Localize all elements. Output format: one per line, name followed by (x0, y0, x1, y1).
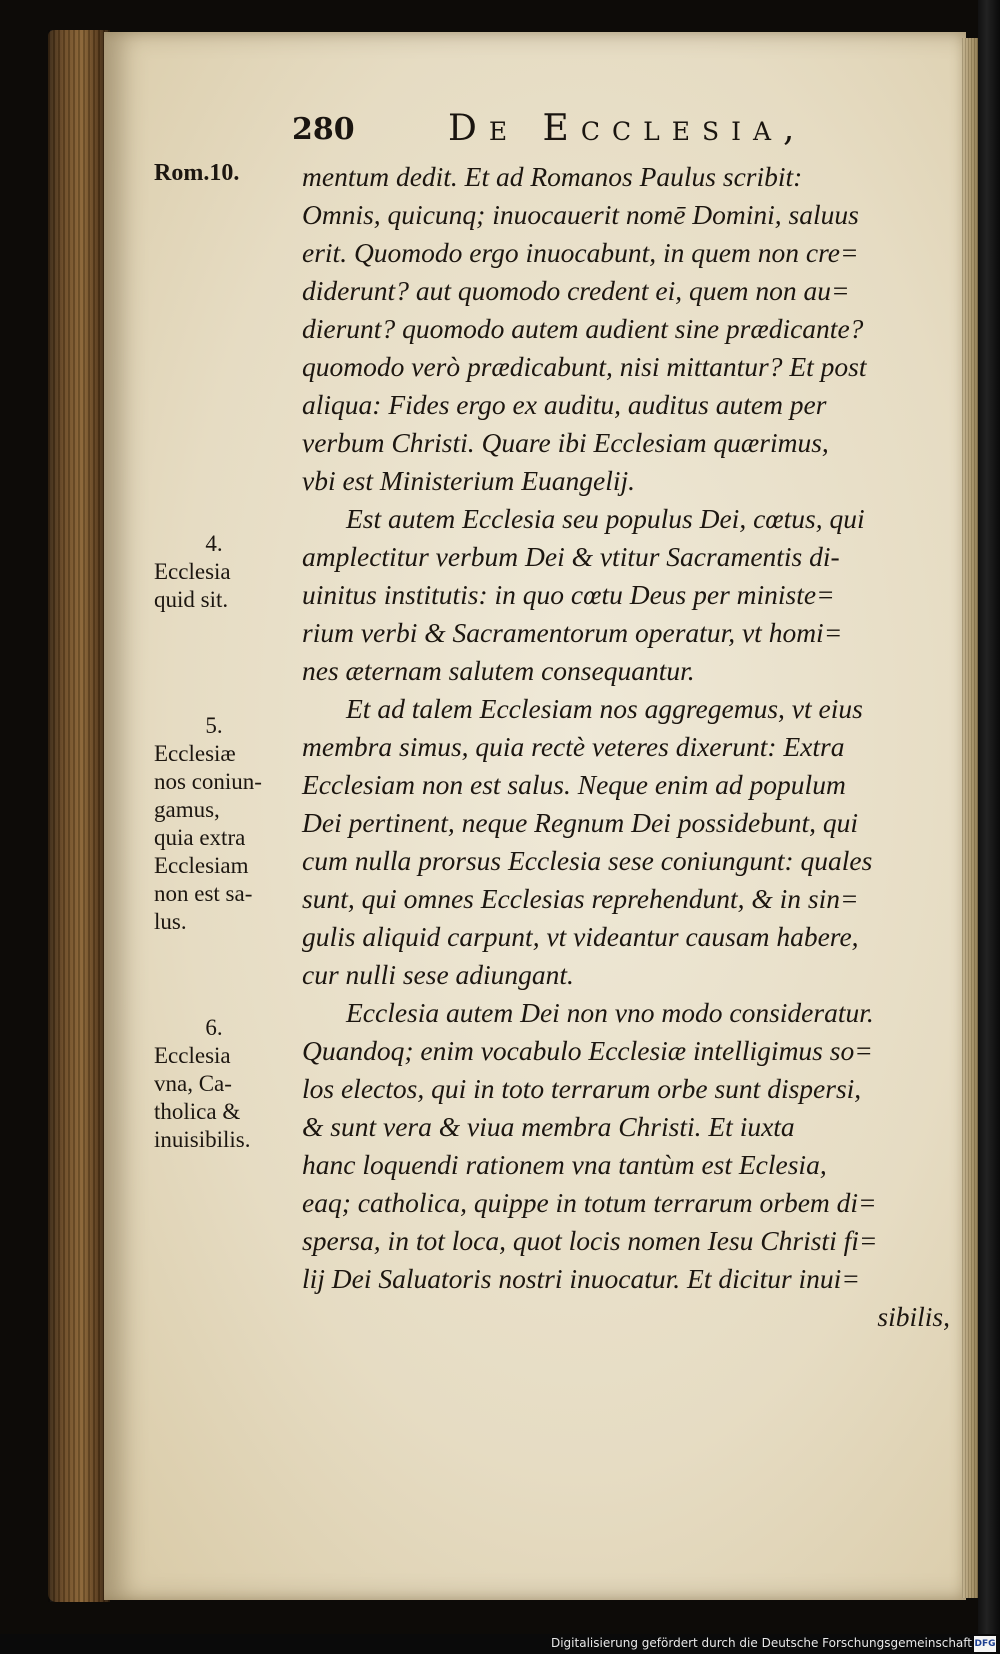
text-line: membra simus, quia rectè veteres dixerunt: Extra (302, 731, 845, 762)
margin-reference: Rom.10. (154, 160, 240, 186)
note-line: quid sit. (154, 587, 229, 612)
dfg-logo: DFG (974, 1636, 996, 1652)
margin-note-4 (154, 530, 304, 614)
text-line: Ecclesiam non est salus. Neque enim ad populum (302, 769, 846, 800)
text-line: los electos, qui in toto terrarum orbe sunt dispersi, (302, 1073, 862, 1104)
text-line: Dei pertinent, neque Regnum Dei possidebunt, qui (302, 807, 859, 838)
note-number: 5. (205, 713, 223, 738)
catchword: sibilis, (877, 1301, 950, 1332)
running-title: De Ecclesia, (448, 108, 807, 149)
text-line: Ecclesia autem Dei non vno modo consideratur. (346, 997, 874, 1028)
text-line: Est autem Ecclesia seu populus Dei, cœtus, qui (346, 503, 865, 534)
text-line: quomodo verò prædicabunt, nisi mittantur? Et post (302, 351, 867, 382)
text-line: gulis aliquid carpunt, vt videantur causam habere, (302, 921, 859, 952)
text-line: erit. Quomodo ergo inuocabunt, in quem non cre= (302, 237, 859, 268)
note-line: Ecclesiæ (154, 741, 236, 766)
text-line: Et ad talem Ecclesiam nos aggregemus, vt eius (346, 693, 863, 724)
text-line: dierunt? quomodo autem audient sine prædicante? (302, 313, 864, 344)
note-line: tholica & (154, 1099, 241, 1124)
text-line: diderunt? aut quomodo credent ei, quem non au= (302, 275, 850, 306)
note-number: 4. (205, 531, 223, 556)
note-line: Ecclesiam (154, 853, 249, 878)
text-line: rium verbi & Sacramentorum operatur, vt homi= (302, 617, 843, 648)
text-line: sunt, qui omnes Ecclesias reprehendunt, & in sin= (302, 883, 859, 914)
text-line: amplectitur verbum Dei & vtitur Sacramentis di- (302, 541, 840, 572)
note-line: lus. (154, 909, 187, 934)
funding-credit: Digitalisierung gefördert durch die Deutsche Forschungsgemeinschaft (550, 1636, 972, 1650)
note-line: inuisibilis. (154, 1127, 251, 1152)
margin-note-6 (154, 1014, 304, 1154)
note-line: gamus, (154, 797, 220, 822)
text-line: hanc loquendi rationem vna tantùm est Eclesia, (302, 1149, 827, 1180)
text-line: cur nulli sese adiungant. (302, 959, 574, 990)
note-number: 6. (205, 1015, 223, 1040)
text-line: Quandoq; enim vocabulo Ecclesiæ intelligimus so= (302, 1035, 873, 1066)
text-line: nes æternam salutem consequantur. (302, 655, 695, 686)
text-line: lij Dei Saluatoris nostri inuocatur. Et dicitur inui= (302, 1263, 860, 1294)
note-line: quia extra (154, 825, 246, 850)
note-line: nos coniun- (154, 769, 262, 794)
text-line: cum nulla prorsus Ecclesia sese coniungunt: quales (302, 845, 873, 876)
text-line: aliqua: Fides ergo ex auditu, auditus autem per (302, 389, 827, 420)
note-line: Ecclesia (154, 559, 231, 584)
note-line: non est sa- (154, 881, 253, 906)
text-line: Omnis, quicunq; inuocauerit nomē Domini, saluus (302, 199, 859, 230)
body-text (302, 158, 950, 1336)
book-fore-edge-left (48, 30, 110, 1602)
margin-note-5 (154, 712, 304, 936)
text-line: verbum Christi. Quare ibi Ecclesiam quærimus, (302, 427, 829, 458)
text-line: vbi est Ministerium Euangelij. (302, 465, 636, 496)
text-line: uinitus institutis: in quo cœtu Deus per ministe= (302, 579, 835, 610)
text-line: eaq; catholica, quippe in totum terrarum orbem di= (302, 1187, 877, 1218)
note-line: vna, Ca- (154, 1071, 232, 1096)
note-line: Ecclesia (154, 1043, 231, 1068)
text-line: mentum dedit. Et ad Romanos Paulus scribit: (302, 161, 803, 192)
page-number: 280 (292, 112, 355, 147)
scanner-edge (978, 0, 1000, 1654)
text-line: spersa, in tot loca, quot locis nomen Iesu Christi fi= (302, 1225, 878, 1256)
text-line: & sunt vera & viua membra Christi. Et iuxta (302, 1111, 795, 1142)
